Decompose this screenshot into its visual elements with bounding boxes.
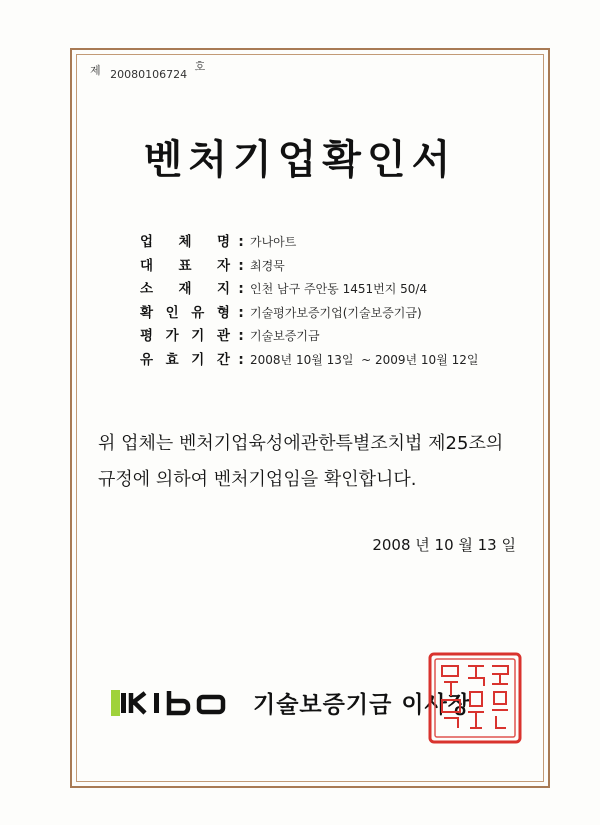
field-label-char: 유 xyxy=(140,351,154,368)
field-confirmation-type xyxy=(140,301,478,325)
certificate-title: 벤처기업확인서 xyxy=(143,136,457,183)
certificate-statement xyxy=(98,426,558,498)
field-label-char: 자 xyxy=(216,257,230,274)
field-value-representative: 최경묵 xyxy=(250,258,285,273)
certificate-number-line xyxy=(90,60,206,82)
field-label-char: 평 xyxy=(140,328,154,344)
official-seal xyxy=(426,650,524,746)
field-label-char: 업 xyxy=(140,234,154,250)
field-label-evaluation-agency xyxy=(140,324,232,344)
issuer-block xyxy=(111,686,471,719)
statement-line-2: 규정에 의하여 벤처기업임을 확인합니다. xyxy=(98,469,417,490)
field-colon: : xyxy=(238,234,244,250)
field-label-char: 유 xyxy=(191,304,205,321)
field-label-char: 형 xyxy=(216,304,230,321)
field-evaluation-agency xyxy=(140,324,478,348)
field-value-validity-period: 2008년 10월 13일 ~ 2009년 10월 12일 xyxy=(250,352,479,367)
field-label-validity-period xyxy=(140,348,232,368)
field-label-char: 기 xyxy=(191,351,205,368)
certificate-number-suffix: 호 xyxy=(194,60,206,73)
field-label-char: 재 xyxy=(178,281,192,297)
field-label-char: 지 xyxy=(216,281,230,297)
field-validity-period xyxy=(140,348,478,372)
field-label-char: 인 xyxy=(165,304,179,321)
certificate-number-prefix: 제 xyxy=(90,64,101,77)
field-label-char: 효 xyxy=(165,351,179,368)
field-label-char: 체 xyxy=(178,234,192,250)
field-label-address xyxy=(140,277,232,297)
field-label-company-name xyxy=(140,230,232,250)
field-colon: : xyxy=(238,328,244,344)
field-address xyxy=(140,277,478,301)
field-company-name xyxy=(140,230,478,254)
field-label-char: 가 xyxy=(165,328,179,344)
kibo-logo xyxy=(111,690,241,716)
field-label-char: 관 xyxy=(216,328,230,344)
field-value-evaluation-agency: 기술보증기금 xyxy=(250,329,320,343)
issuer-name: 기술보증기금 이사장 xyxy=(253,692,471,718)
field-colon: : xyxy=(238,304,244,321)
field-colon: : xyxy=(238,257,244,274)
field-label-char: 소 xyxy=(140,281,154,297)
statement-line-1: 위 업체는 벤처기업육성에관한특별조치법 제25조의 xyxy=(98,433,504,454)
certificate-fields xyxy=(140,230,478,371)
field-label-representative xyxy=(140,254,232,274)
field-value-address: 인천 남구 주안동 1451번지 50/4 xyxy=(250,282,428,296)
field-colon: : xyxy=(238,281,244,297)
field-label-char: 기 xyxy=(191,328,205,344)
field-label-char: 명 xyxy=(216,234,230,250)
field-value-confirmation-type: 기술평가보증기업(기술보증기금) xyxy=(250,305,422,320)
field-label-char: 표 xyxy=(178,257,192,274)
field-colon: : xyxy=(238,351,244,368)
field-label-char: 간 xyxy=(216,351,230,368)
certificate-number: 20080106724 xyxy=(110,68,188,81)
field-label-confirmation-type xyxy=(140,301,232,321)
field-value-company-name: 가나아트 xyxy=(250,235,297,249)
field-label-char: 확 xyxy=(140,304,154,321)
field-label-char: 대 xyxy=(140,257,154,274)
field-representative xyxy=(140,254,478,278)
issue-date: 2008 년 10 월 13 일 xyxy=(372,536,516,554)
